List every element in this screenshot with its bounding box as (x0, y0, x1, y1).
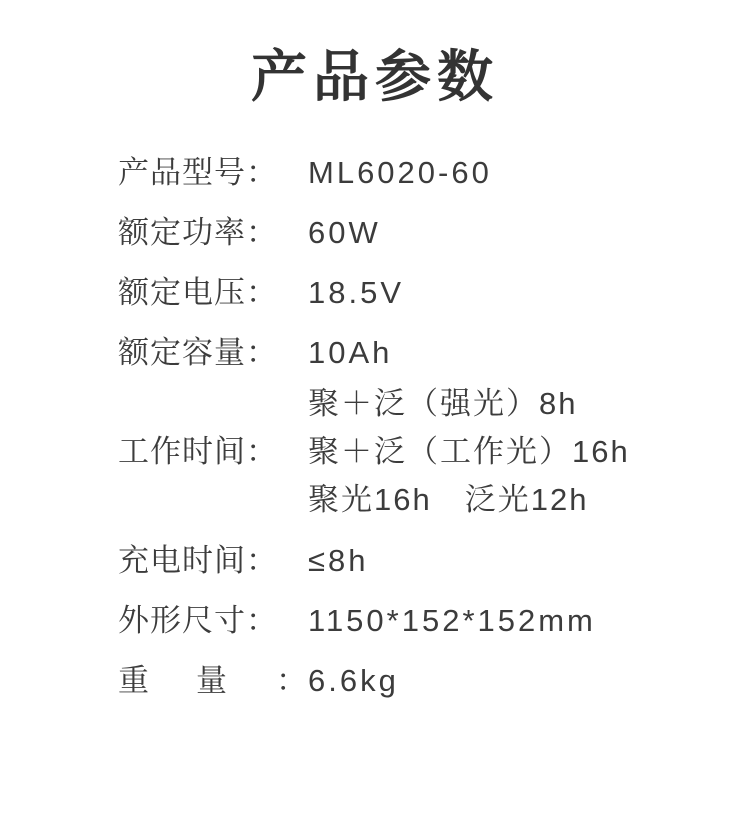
spec-value-voltage: 18.5V (308, 274, 405, 310)
spec-label-weight (118, 658, 308, 704)
spec-label-size: 外形尺寸： (118, 602, 278, 638)
spec-row-charge (118, 538, 750, 584)
spec-label-weight-char-2: 量 (196, 662, 228, 698)
spec-label-weight-colon: ： (276, 662, 308, 698)
spec-value-size: 1150*152*152mm (308, 602, 596, 638)
spec-row-power (118, 210, 750, 256)
spec-value-charge: ≤8h (308, 542, 369, 578)
spec-label-worktime: 工作时间： (118, 433, 278, 469)
spec-value-worktime-line-1: 聚＋泛（强光）8h (308, 385, 578, 421)
spec-value-worktime-group (308, 380, 630, 524)
spec-value-worktime-line-3: 聚光16h 泛光12h (308, 481, 589, 517)
spec-row-capacity (118, 330, 750, 376)
spec-label-model: 产品型号： (118, 154, 278, 190)
spec-value-worktime-line-2: 聚＋泛（工作光）16h (308, 433, 630, 469)
spec-label-capacity: 额定容量： (118, 334, 278, 370)
spec-value-capacity: 10Ah (308, 334, 393, 370)
spec-label-weight-char-1: 重 (118, 662, 150, 698)
spec-row-size (118, 598, 750, 644)
spec-label-power: 额定功率： (118, 214, 278, 250)
spec-value-model: ML6020-60 (308, 154, 492, 190)
spec-label-voltage: 额定电压： (118, 274, 278, 310)
spec-value-weight: 6.6kg (308, 662, 399, 698)
bottom-spacer (0, 718, 750, 838)
spec-value-power: 60W (308, 214, 381, 250)
spec-row-worktime (118, 380, 750, 524)
spec-row-weight (118, 658, 750, 704)
spec-row-model (118, 150, 750, 196)
page-title: 产品参数 (251, 45, 499, 108)
spec-table (0, 150, 750, 704)
spec-label-charge: 充电时间： (118, 542, 278, 578)
spec-row-voltage (118, 270, 750, 316)
